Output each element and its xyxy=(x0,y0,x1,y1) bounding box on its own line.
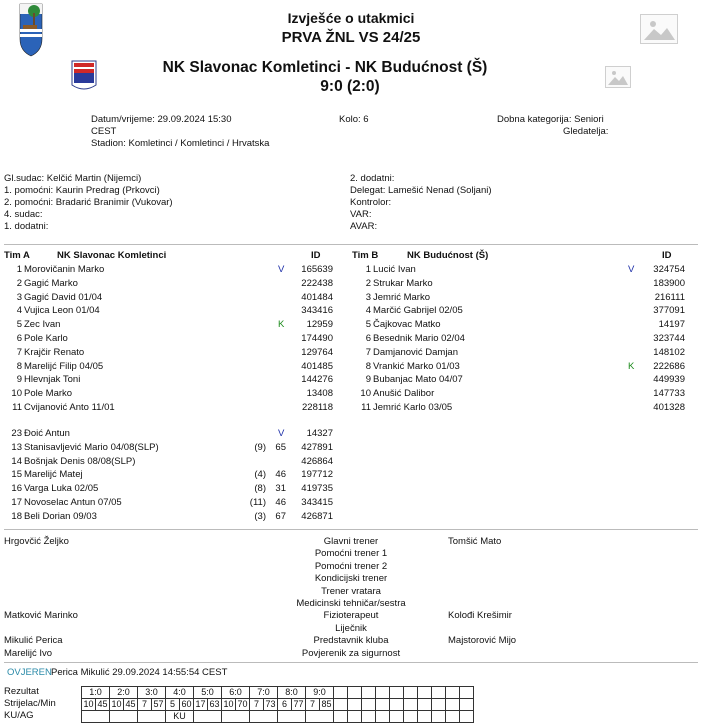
match-round: Kolo: 6 xyxy=(339,114,369,125)
player-name: Pole Karlo xyxy=(24,333,68,344)
player-number: 2 xyxy=(16,277,22,289)
player-id: 323744 xyxy=(653,333,685,344)
score-progress-table xyxy=(81,686,474,723)
scorer-minute-cell: 70 xyxy=(237,699,248,709)
scorer-number-cell: 7 xyxy=(250,699,264,711)
player-name: Gagić Marko xyxy=(24,277,78,289)
official-right-line: AVAR: xyxy=(350,221,378,232)
player-number: 4 xyxy=(365,305,371,317)
staff-role: Povjerenik za sigurnost xyxy=(301,647,401,659)
staff-role: Fizioterapeut xyxy=(323,610,379,622)
player-name: Hlevnjak Toni xyxy=(24,374,81,386)
empty-cell xyxy=(348,699,362,711)
verified-status: OVJEREN xyxy=(7,667,52,678)
ku-cell xyxy=(138,711,166,723)
scorer-minute-cell: 60 xyxy=(181,699,192,709)
staff-name: Matković Marinko xyxy=(4,610,78,622)
empty-cell xyxy=(446,699,460,711)
result-cell: 1:0 xyxy=(82,687,110,699)
sub-replaced: (3) xyxy=(254,510,266,522)
sub-id: 426871 xyxy=(301,510,333,522)
sub-number: 18 xyxy=(11,510,22,522)
player-name: Čajkovac Matko xyxy=(373,319,441,331)
empty-cell xyxy=(348,687,362,699)
empty-cell xyxy=(460,687,474,699)
staff-name: Kolođi Krešimir xyxy=(448,610,512,622)
empty-cell xyxy=(348,711,362,723)
official-right-line: 2. dodatni: xyxy=(350,173,395,184)
sub-id: 14327 xyxy=(306,428,333,439)
staff-role: Glavni trener xyxy=(323,536,379,547)
staff-role: Liječnik xyxy=(335,622,367,634)
ku-cell xyxy=(306,711,334,723)
player-name: Marelijć Filip 04/05 xyxy=(24,360,104,372)
result-cell: 2:0 xyxy=(110,687,138,699)
result-cell: 5:0 xyxy=(194,687,222,699)
sub-replaced: (11) xyxy=(249,497,266,508)
staff-role: Kondicijski trener xyxy=(314,573,388,585)
official-left-line: Gl.sudac: Kelčić Martin (Nijemci) xyxy=(4,173,142,184)
empty-cell xyxy=(446,711,460,723)
home-club-logo xyxy=(71,59,97,93)
sub-number: 13 xyxy=(11,441,22,453)
player-id: 13408 xyxy=(306,388,333,400)
empty-cell xyxy=(460,699,474,711)
scorer-number-cell: 7 xyxy=(306,699,320,711)
empty-cell xyxy=(390,687,404,699)
empty-cell xyxy=(418,699,432,711)
empty-cell xyxy=(362,699,376,711)
player-name: Strukar Marko xyxy=(373,277,433,289)
player-name: Morovičanin Marko xyxy=(24,264,105,275)
player-number: 9 xyxy=(365,374,371,386)
sub-name: Marelijć Matej xyxy=(24,469,83,481)
sub-id: 426864 xyxy=(301,455,333,467)
player-id: 449939 xyxy=(653,374,685,386)
staff-role: Predstavnik kluba xyxy=(313,635,389,647)
sub-role-mark: V xyxy=(278,428,285,439)
sub-number: 16 xyxy=(11,483,22,495)
official-left-line: 1. pomoćni: Kaurin Predrag (Prkovci) xyxy=(4,185,160,196)
player-role-mark: K xyxy=(278,319,285,331)
player-name: Besednik Mario 02/04 xyxy=(373,333,465,344)
scorer-number-cell: 5 xyxy=(166,699,180,711)
empty-cell xyxy=(390,699,404,711)
staff-name: Marelijć Ivo xyxy=(4,647,53,659)
sub-minute: 46 xyxy=(275,469,286,481)
sub-replaced: (9) xyxy=(254,441,266,453)
staff-name: Hrgovčić Željko xyxy=(4,536,69,547)
empty-cell xyxy=(376,711,390,723)
age-category: Dobna kategorija: Seniori xyxy=(497,114,604,125)
result-cell: 4:0 xyxy=(166,687,194,699)
player-number: 1 xyxy=(365,264,371,275)
scorer-number-cell: 17 xyxy=(195,699,206,709)
player-number: 4 xyxy=(16,305,22,317)
empty-cell xyxy=(362,687,376,699)
ku-cell xyxy=(278,711,306,723)
player-id: 148102 xyxy=(653,346,685,358)
sub-replaced: (4) xyxy=(254,469,266,481)
player-number: 8 xyxy=(365,360,371,372)
team-b-id-header: ID xyxy=(662,250,672,261)
player-id: 222438 xyxy=(301,277,333,289)
sub-id: 427891 xyxy=(301,441,333,453)
player-name: Anušić Dalibor xyxy=(373,388,435,400)
ku-cell xyxy=(250,711,278,723)
sub-name: Đoić Antun xyxy=(24,428,70,439)
image-placeholder-icon xyxy=(605,66,631,88)
player-name: Krajčir Renato xyxy=(24,346,85,358)
scorer-minute-cell: 73 xyxy=(265,699,276,709)
player-number: 9 xyxy=(16,374,22,386)
player-number: 11 xyxy=(12,402,22,413)
player-id: 228118 xyxy=(302,402,333,413)
sub-id: 197712 xyxy=(301,469,333,481)
player-name: Lucić Ivan xyxy=(373,264,416,275)
player-id: 324754 xyxy=(653,264,685,275)
scorer-minute-cell: 57 xyxy=(153,699,164,709)
row-label-ku: KU/AG xyxy=(4,710,34,721)
player-id: 147733 xyxy=(653,388,685,400)
player-number: 10 xyxy=(360,388,371,400)
empty-cell xyxy=(418,711,432,723)
divider xyxy=(4,529,698,530)
sub-replaced: (8) xyxy=(254,483,266,495)
player-name: Jemrić Marko xyxy=(373,291,431,303)
player-id: 12959 xyxy=(306,319,333,331)
player-name: Zec Ivan xyxy=(24,319,61,331)
team-a-label: Tim A xyxy=(4,250,30,261)
empty-cell xyxy=(460,711,474,723)
sub-number: 15 xyxy=(11,469,22,481)
sub-minute: 31 xyxy=(275,483,286,495)
scorer-minute-cell: 45 xyxy=(97,699,108,709)
sub-minute: 67 xyxy=(275,510,286,522)
empty-cell xyxy=(334,699,348,711)
empty-cell xyxy=(404,711,418,723)
match-title: NK Slavonac Komletinci - NK Budućnost (Š) xyxy=(162,59,488,76)
player-name: Pole Marko xyxy=(24,388,73,400)
sub-number: 14 xyxy=(11,455,22,467)
scorer-number-cell: 7 xyxy=(138,699,152,711)
team-b-name: NK Budućnost (Š) xyxy=(407,250,489,261)
staff-name: Majstorović Mijo xyxy=(448,635,517,647)
official-left-line: 4. sudac: xyxy=(4,209,43,220)
player-number: 1 xyxy=(16,264,22,275)
sub-name: Novoselac Antun 07/05 xyxy=(24,497,122,508)
scorer-minute-cell: 85 xyxy=(321,699,332,709)
sub-name: Varga Luka 02/05 xyxy=(24,483,99,495)
row-label-result: Rezultat xyxy=(4,686,39,697)
divider xyxy=(4,244,698,245)
player-number: 5 xyxy=(365,319,371,331)
player-name: Marčić Gabrijel 02/05 xyxy=(373,305,463,317)
sub-id: 419735 xyxy=(301,483,333,495)
player-number: 11 xyxy=(361,402,371,413)
spectators: Gledatelja: xyxy=(563,126,609,137)
match-score: 9:0 (2:0) xyxy=(320,78,380,95)
player-name: Jemrić Karlo 03/05 xyxy=(373,402,453,413)
player-number: 6 xyxy=(16,333,22,344)
image-placeholder-icon xyxy=(640,14,678,44)
scorer-number-cell: 6 xyxy=(278,699,292,711)
player-id: 222686 xyxy=(653,360,685,372)
player-number: 5 xyxy=(16,319,22,331)
player-id: 144276 xyxy=(301,374,333,386)
result-cell: 3:0 xyxy=(138,687,166,699)
empty-cell xyxy=(404,699,418,711)
player-id: 174490 xyxy=(301,333,333,344)
player-id: 401328 xyxy=(653,402,685,413)
scorer-number-cell: 10 xyxy=(111,699,122,709)
player-name: Vrankić Marko 01/03 xyxy=(373,360,460,372)
player-number: 7 xyxy=(16,346,22,358)
result-cell: 9:0 xyxy=(306,687,334,699)
scorer-minute-cell: 77 xyxy=(293,699,304,709)
player-role-mark: V xyxy=(628,264,635,275)
empty-cell xyxy=(390,711,404,723)
scorer-number-cell: 10 xyxy=(83,699,94,709)
sub-name: Bošnjak Denis 08/08(SLP) xyxy=(24,455,136,467)
empty-cell xyxy=(362,711,376,723)
player-name: Damjanović Damjan xyxy=(373,346,459,358)
sub-minute: 65 xyxy=(275,441,286,453)
staff-role: Trener vratara xyxy=(321,585,381,597)
sub-number: 17 xyxy=(11,497,22,508)
official-right-line: Delegat: Lamešić Nenad (Soljani) xyxy=(350,185,492,196)
player-id: 165639 xyxy=(301,264,333,275)
player-role-mark: V xyxy=(278,264,285,275)
player-number: 3 xyxy=(16,291,22,303)
ku-cell xyxy=(194,711,222,723)
staff-role: Medicinski tehničar/sestra xyxy=(296,598,406,609)
official-left-line: 2. pomoćni: Bradarić Branimir (Vukovar) xyxy=(4,197,173,208)
result-cell: 8:0 xyxy=(278,687,306,699)
staff-role: Pomoćni trener 1 xyxy=(314,548,388,560)
official-left-line: 1. dodatni: xyxy=(4,221,49,232)
divider xyxy=(4,662,698,663)
player-id: 14197 xyxy=(658,319,685,331)
player-id: 129764 xyxy=(301,346,333,358)
sub-name: Stanisavljević Mario 04/08(SLP) xyxy=(24,441,159,453)
scorer-minute-cell: 63 xyxy=(209,699,220,709)
sub-number: 23 xyxy=(11,428,22,439)
match-stadium: Stadion: Komletinci / Komletinci / Hrvatska xyxy=(91,138,270,149)
team-b-label: Tim B xyxy=(352,250,379,261)
player-id: 401485 xyxy=(301,360,333,372)
empty-cell xyxy=(432,687,446,699)
empty-cell xyxy=(446,687,460,699)
ku-cell xyxy=(222,711,250,723)
scorer-number-cell: 10 xyxy=(223,699,234,709)
player-id: 216111 xyxy=(654,291,685,303)
staff-name: Mikulić Perica xyxy=(4,635,63,647)
player-id: 343416 xyxy=(301,305,333,317)
player-number: 10 xyxy=(11,388,22,400)
empty-cell xyxy=(376,699,390,711)
staff-role: Pomoćni trener 2 xyxy=(314,560,388,572)
player-id: 401484 xyxy=(301,291,333,303)
sub-minute: 46 xyxy=(275,497,286,508)
match-timezone: CEST xyxy=(91,126,117,137)
ku-cell: KU xyxy=(166,711,194,723)
player-name: Bubanjac Mato 04/07 xyxy=(373,374,463,386)
sub-id: 343415 xyxy=(301,497,333,508)
player-number: 8 xyxy=(16,360,22,372)
player-name: Gagić David 01/04 xyxy=(24,291,103,303)
empty-cell xyxy=(432,699,446,711)
player-name: Vujica Leon 01/04 xyxy=(24,305,100,317)
team-a-name: NK Slavonac Komletinci xyxy=(57,250,167,261)
ku-cell xyxy=(110,711,138,723)
player-number: 3 xyxy=(365,291,371,303)
official-right-line: VAR: xyxy=(350,209,372,220)
staff-name: Tomšić Mato xyxy=(448,536,502,547)
empty-cell xyxy=(334,687,348,699)
row-label-scorer: Strijelac/Min xyxy=(4,698,56,709)
result-cell: 7:0 xyxy=(250,687,278,699)
player-number: 2 xyxy=(365,277,371,289)
empty-cell xyxy=(432,711,446,723)
player-number: 6 xyxy=(365,333,371,344)
report-title: Izvješće o utakmici xyxy=(287,10,415,26)
official-right-line: Kontrolor: xyxy=(350,197,392,208)
verified-text: Perica Mikulić 29.09.2024 14:55:54 CEST xyxy=(51,667,228,678)
county-coat-of-arms xyxy=(19,3,43,57)
player-id: 377091 xyxy=(653,305,685,317)
result-cell: 6:0 xyxy=(222,687,250,699)
team-a-id-header: ID xyxy=(311,250,321,261)
ku-cell xyxy=(82,711,110,723)
scorer-minute-cell: 45 xyxy=(125,699,136,709)
player-role-mark: K xyxy=(628,360,635,372)
competition-name: PRVA ŽNL VS 24/25 xyxy=(281,29,421,46)
player-number: 7 xyxy=(365,346,371,358)
sub-name: Beli Dorian 09/03 xyxy=(24,510,97,522)
empty-cell xyxy=(418,687,432,699)
player-id: 183900 xyxy=(653,277,685,289)
empty-cell xyxy=(376,687,390,699)
empty-cell xyxy=(404,687,418,699)
empty-cell xyxy=(334,711,348,723)
player-name: Cvijanović Anto 11/01 xyxy=(24,402,115,413)
match-datetime: Datum/vrijeme: 29.09.2024 15:30 xyxy=(91,114,232,125)
